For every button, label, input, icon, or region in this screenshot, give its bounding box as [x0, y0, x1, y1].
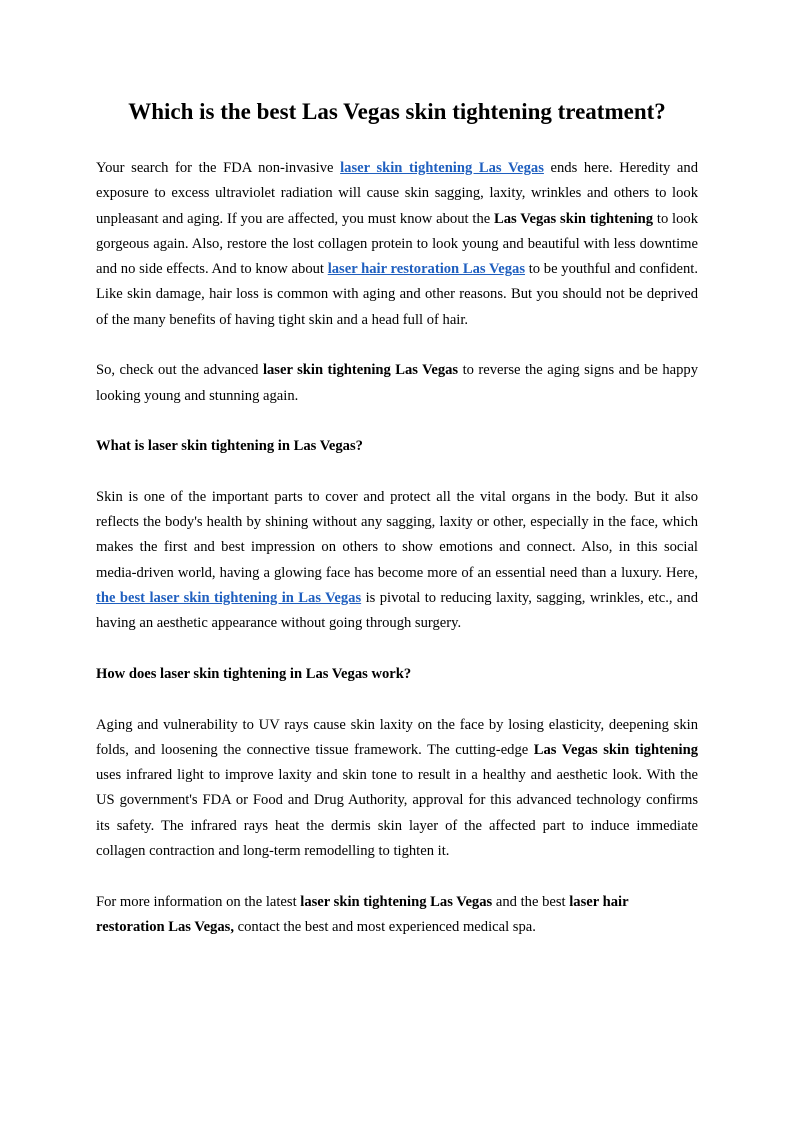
second-paragraph [96, 358, 698, 409]
text-run: contact the best and most experienced medical spa. [233, 918, 536, 935]
spacer [96, 128, 698, 156]
what-paragraph [96, 485, 698, 637]
text-run: to look gorgeous again. Also, restore the lost collagen protein to look young and beautiful with less downtime and no side effects. And to know about [96, 210, 698, 278]
spacer [96, 409, 698, 434]
text-run: Aging and vulnerability to UV rays cause skin laxity on the face by losing elasticity, deepening skin folds, and loosening the connective tissue framework. The cutting-edge [96, 716, 698, 758]
text-run: For more information on the latest [96, 893, 301, 910]
text-run: Your search for the FDA non-invasive [96, 160, 341, 176]
bold-run: Las Vegas skin tightening [494, 210, 654, 227]
text-run: to be youthful and confident. Like skin damage, hair loss is common with aging and other reasons. But you should not be deprived of the many benefits of having tight skin and a head full of hair. [96, 261, 698, 328]
text-run: Skin is one of the important parts to cover and protect all the vital organs in the body. But it also reflects the body's health by shining without any sagging, laxity or other, especially in the face, which makes the first and best impression on others to show emotions and connect. Also, in this social media-driven world, having a glowing face has become more of an essential need than a luxury. Here, [96, 488, 698, 581]
bold-run: laser hair restoration Las Vegas, [96, 893, 629, 935]
spacer [96, 687, 698, 712]
spacer [96, 637, 698, 662]
text-run: to reverse the aging signs and be happy looking young and stunning again. [96, 362, 699, 404]
spacer [96, 333, 698, 358]
how-paragraph [96, 713, 698, 865]
text-run: uses infrared light to improve laxity and skin tone to result in a healthy and aesthetic look. With the US government's FDA or Food and Drug Authority, approval for this advanced technology confirms its safety. The infrared rays heat the dermis skin layer of the affected part to induce immediate collagen contraction and long-term remodelling to tighten it. [96, 767, 698, 860]
bold-run: laser skin tightening Las Vegas [300, 893, 493, 910]
spacer [96, 864, 698, 889]
intro-paragraph [96, 156, 698, 333]
bold-run: laser skin tightening Las Vegas [262, 362, 459, 379]
section-heading-what: What is laser skin tightening in Las Vegas? [96, 438, 363, 455]
section-heading-how: How does laser skin tightening in Las Vegas work? [96, 665, 412, 682]
link-best-laser-skin-tightening[interactable]: the best laser skin tightening in Las Vegas [96, 590, 362, 607]
link-laser-skin-tightening[interactable]: laser skin tightening Las Vegas [340, 160, 544, 176]
text-run: So, check out the advanced [96, 362, 263, 379]
link-laser-hair-restoration[interactable]: laser hair restoration Las Vegas [327, 261, 525, 278]
text-run: is pivotal to reducing laxity, sagging, wrinkles, etc., and having an aesthetic appearance without going through surgery. [96, 590, 698, 632]
text-run: and the best [492, 893, 570, 910]
closing-paragraph [96, 890, 698, 941]
document-title: Which is the best Las Vegas skin tightening treatment? [128, 99, 666, 124]
bold-run: Las Vegas skin tightening [533, 741, 698, 758]
spacer [96, 460, 698, 485]
text-run: ends here. Heredity and exposure to excess ultraviolet radiation will cause skin sagging, laxity, wrinkles and others to look unpleasant and aging. If you are affected, you must know about the [96, 160, 698, 227]
